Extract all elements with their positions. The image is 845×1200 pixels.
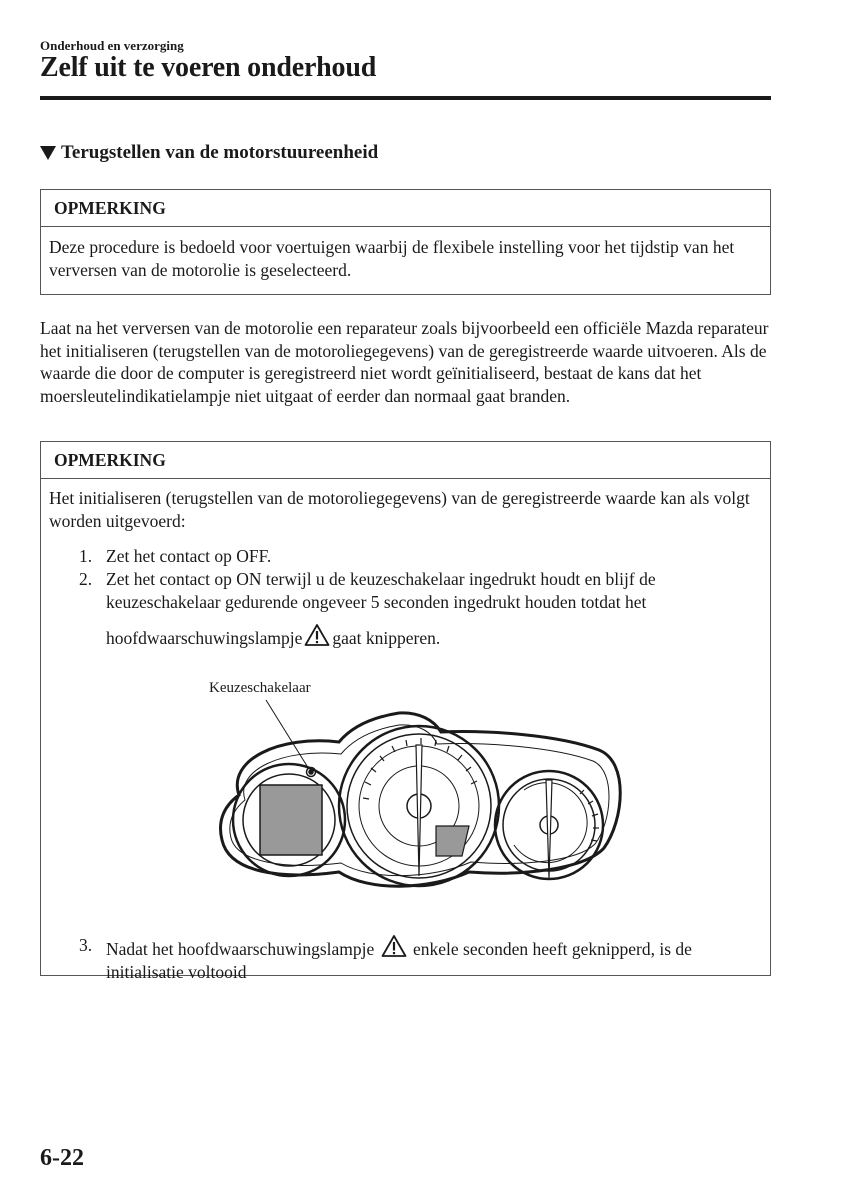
- step-list: [49, 545, 762, 650]
- note-label: OPMERKING: [41, 190, 770, 227]
- step-number: 2.: [79, 569, 93, 589]
- body-paragraph: Laat na het verversen van de motorolie een reparateur zoals bijvoorbeeld een officiële Mazda reparateur het initialiseren (terugstellen van de motoroliegegevens) van de geregistreerde waarde uitvoeren. Als de waarde die door de computer is geregistreerd niet wordt geïnitialiseerd, bestaat de kans dat het moersleutelindikatielampje niet uitgaat of eerder dan normaal gaat branden.: [40, 318, 769, 406]
- title-rule: [40, 96, 771, 100]
- note-box-1: [40, 189, 771, 295]
- step-text: enkele seconden heeft geknipperd, is de initialisatie voltooid: [106, 939, 692, 982]
- note-intro: Het initialiseren (terugstellen van de motoroliegegevens) van de geregistreerde waarde kan als volgt worden uitgevoerd:: [49, 488, 750, 531]
- warning-triangle-icon: [304, 623, 330, 647]
- cluster-figure: [49, 660, 762, 930]
- step-text: Nadat het hoofdwaarschuwingslampje: [106, 939, 375, 959]
- step-text: Zet het contact op OFF.: [106, 546, 272, 566]
- page-title: Zelf uit te voeren onderhoud: [40, 52, 377, 83]
- step-number: 3.: [79, 935, 93, 955]
- step-1: [79, 545, 762, 568]
- step-text: gaat knipperen.: [332, 628, 441, 648]
- page-number: 6-22: [40, 1145, 84, 1171]
- instrument-cluster-illustration: [49, 660, 778, 930]
- note-text: Deze procedure is bedoeld voor voertuigen waarbij de flexibele instelling voor het tijdstip van het verversen van de motorolie is geselecteerd.: [49, 237, 735, 280]
- section-header: Onderhoud en verzorging: [40, 38, 184, 53]
- warning-triangle-icon: [381, 934, 407, 958]
- step-2: [79, 568, 762, 650]
- step-text: Zet het contact op ON terwijl u de keuzeschakelaar ingedrukt houdt en blijf de keuzeschakelaar gedurende ongeveer 5 seconden ingedrukt houden totdat het: [106, 569, 656, 612]
- step-list-continued: [49, 934, 762, 984]
- step-3: [79, 934, 762, 984]
- figure-label: Keuzeschakelaar: [209, 680, 311, 696]
- note-box-2: [40, 441, 771, 982]
- subheading-text: Terugstellen van de motorstuureenheid: [61, 142, 379, 163]
- triangle-down-icon: [40, 146, 56, 160]
- note-label: OPMERKING: [41, 442, 770, 479]
- step-text: hoofdwaarschuwingslampje: [106, 628, 303, 648]
- subheading: [40, 142, 378, 164]
- step-number: 1.: [79, 546, 93, 566]
